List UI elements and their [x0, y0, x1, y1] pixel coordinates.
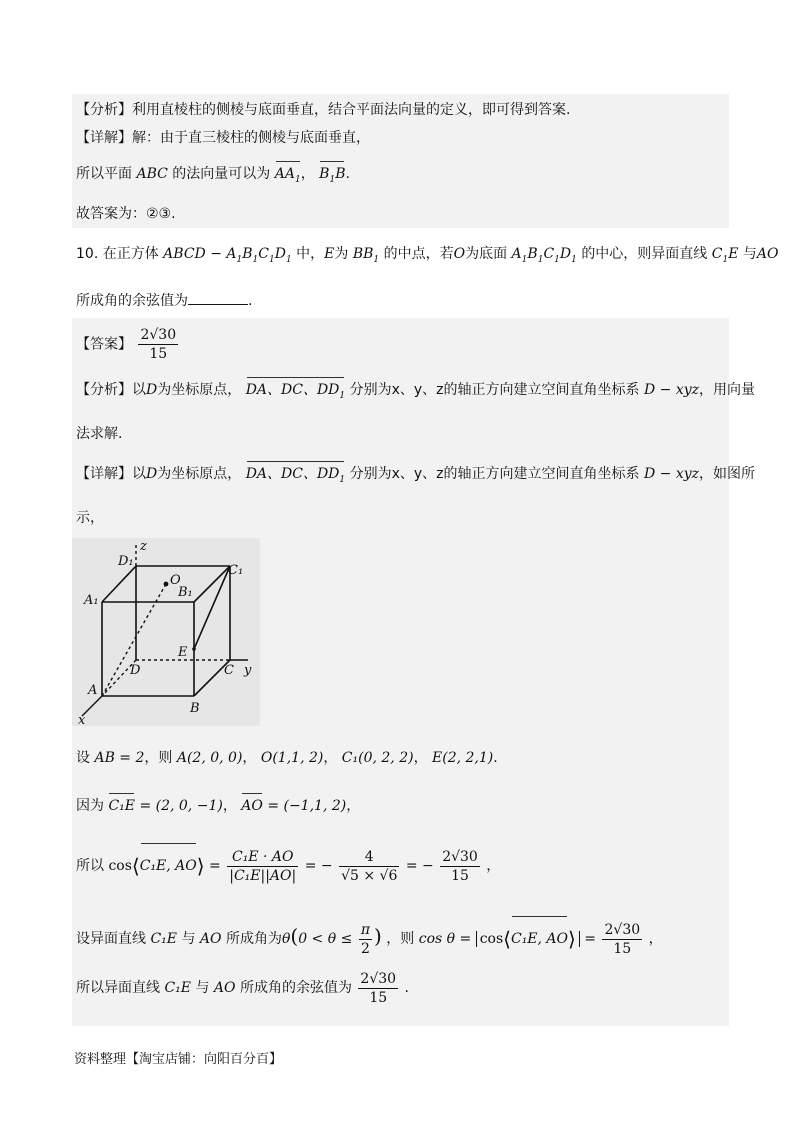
- vector-b1b: $B_1B$: [319, 164, 345, 190]
- conclusion-fraction: $\frac{2√30}{15}$: [360, 970, 397, 1006]
- label-c: C: [224, 663, 234, 678]
- conclusion-line: 所以异面直线 C₁E 与 AO 所成角的余弦值为 $\frac{2√30}{15}$ .: [76, 970, 409, 1006]
- point-o: [164, 582, 169, 587]
- cosine-fraction-2: $\frac{4}{√5 \times √6}$: [341, 848, 398, 884]
- label-o: O: [170, 573, 181, 588]
- segment-a-o: [102, 584, 166, 696]
- vector-aa1: $AA_1$: [275, 164, 301, 190]
- label-c1: C₁: [228, 563, 244, 578]
- cosine-fraction-3: $\frac{2√30}{15}$: [442, 848, 478, 884]
- label-a1: A₁: [84, 593, 99, 608]
- cosine-fraction-1: $\frac{\text{C₁E · AO}}{\text{|C₁E||AO|}}$: [229, 848, 297, 884]
- question-10-line2: 所成角的余弦值为 .: [76, 290, 252, 311]
- label-y: y: [244, 663, 252, 678]
- label-b1: B₁: [178, 585, 193, 600]
- answer-line-9: 故答案为：②③.: [76, 206, 176, 222]
- segment-c1-e: [194, 566, 230, 649]
- vectors-line: 因为 C₁E = (2, 0, −1)， AO = (−1,1, 2)，: [76, 798, 361, 814]
- point-e: [192, 647, 196, 651]
- vector-c1e: C₁E: [108, 798, 135, 814]
- cube-figure: [72, 538, 260, 726]
- label-z: z: [140, 539, 147, 554]
- pi-over-two: $\frac{\pi}{2}$: [360, 921, 371, 957]
- question-10: 10. 在正方体 ABCD − $A_1B_1C_1D_1$ 中，E为 $BB_1$ 的中点，若O为底面 $A_1B_1C_1D_1$ 的中心，则异面直线 $C_1E$ 与AO: [76, 246, 779, 265]
- cube-diagram: [72, 538, 260, 726]
- vectors-da-dc-dd1-detail: DA、DC、$DD_1$: [246, 464, 345, 490]
- detail-line-10b: 示，: [76, 510, 104, 526]
- analysis-line: 【分析】利用直棱柱的侧棱与底面垂直，结合平面法向量的定义，即可得到答案.: [76, 102, 571, 118]
- answer-blank: [188, 290, 248, 305]
- answer-line-10: 【答案】 $\frac{2√30}{15}$: [76, 327, 177, 362]
- normal-vector-line: 所以平面 ABC 的法向量可以为 $AA_1$， $B_1B$.: [76, 164, 350, 190]
- label-d1: D₁: [118, 554, 134, 569]
- label-d: D: [130, 663, 141, 678]
- angle-result-fraction: $\frac{2√30}{15}$: [604, 921, 641, 957]
- label-a: A: [88, 683, 98, 698]
- label-e: E: [178, 645, 188, 660]
- detail-line: 【详解】解：由于直三棱柱的侧棱与底面垂直，: [76, 130, 370, 146]
- answer-fraction: $\frac{2√30}{15}$: [140, 327, 177, 362]
- vectors-da-dc-dd1: DA、DC、$DD_1$: [246, 380, 345, 406]
- analysis-line-10: 【分析】以D为坐标原点， DA、DC、$DD_1$ 分别为x、y、z的轴正方向建立空间直角坐标系 D − xyz，用向量: [76, 380, 755, 406]
- detail-line-10: 【详解】以D为坐标原点， DA、DC、$DD_1$ 分别为x、y、z的轴正方向建立空间直角坐标系 D − xyz，如图所: [76, 464, 755, 490]
- footer-credit: 资料整理【淘宝店铺：向阳百分百】: [74, 1052, 283, 1067]
- coords-line: 设 AB = 2，则 A(2, 0, 0)， O(1,1, 2)， C₁(0, 2, 2)， E(2, 2,1).: [76, 750, 498, 766]
- analysis-line-10b: 法求解.: [76, 426, 123, 442]
- edge-a1-d1: [102, 566, 136, 602]
- label-b: B: [190, 701, 200, 716]
- angle-line: 设异面直线 C₁E 与 AO 所成角为θ(0 < θ ≤ $\frac{\pi}{2}$ ) ，则 cos θ = cos⟨C₁E, AO⟩ = $\frac{2√30}{15}$ ，: [76, 916, 663, 959]
- cosine-line: 所以 cos⟨C₁E, AO⟩ = $\frac{\text{C₁E · AO}}{\text{|C₁E||AO|}}$ = − $\frac{4}{√5 \times √6}$ = − $\frac{2√30}{15}$ ，: [76, 846, 500, 886]
- edge-b1-c1: [194, 566, 230, 602]
- vector-ao: AO: [241, 798, 263, 814]
- label-x: x: [78, 713, 86, 726]
